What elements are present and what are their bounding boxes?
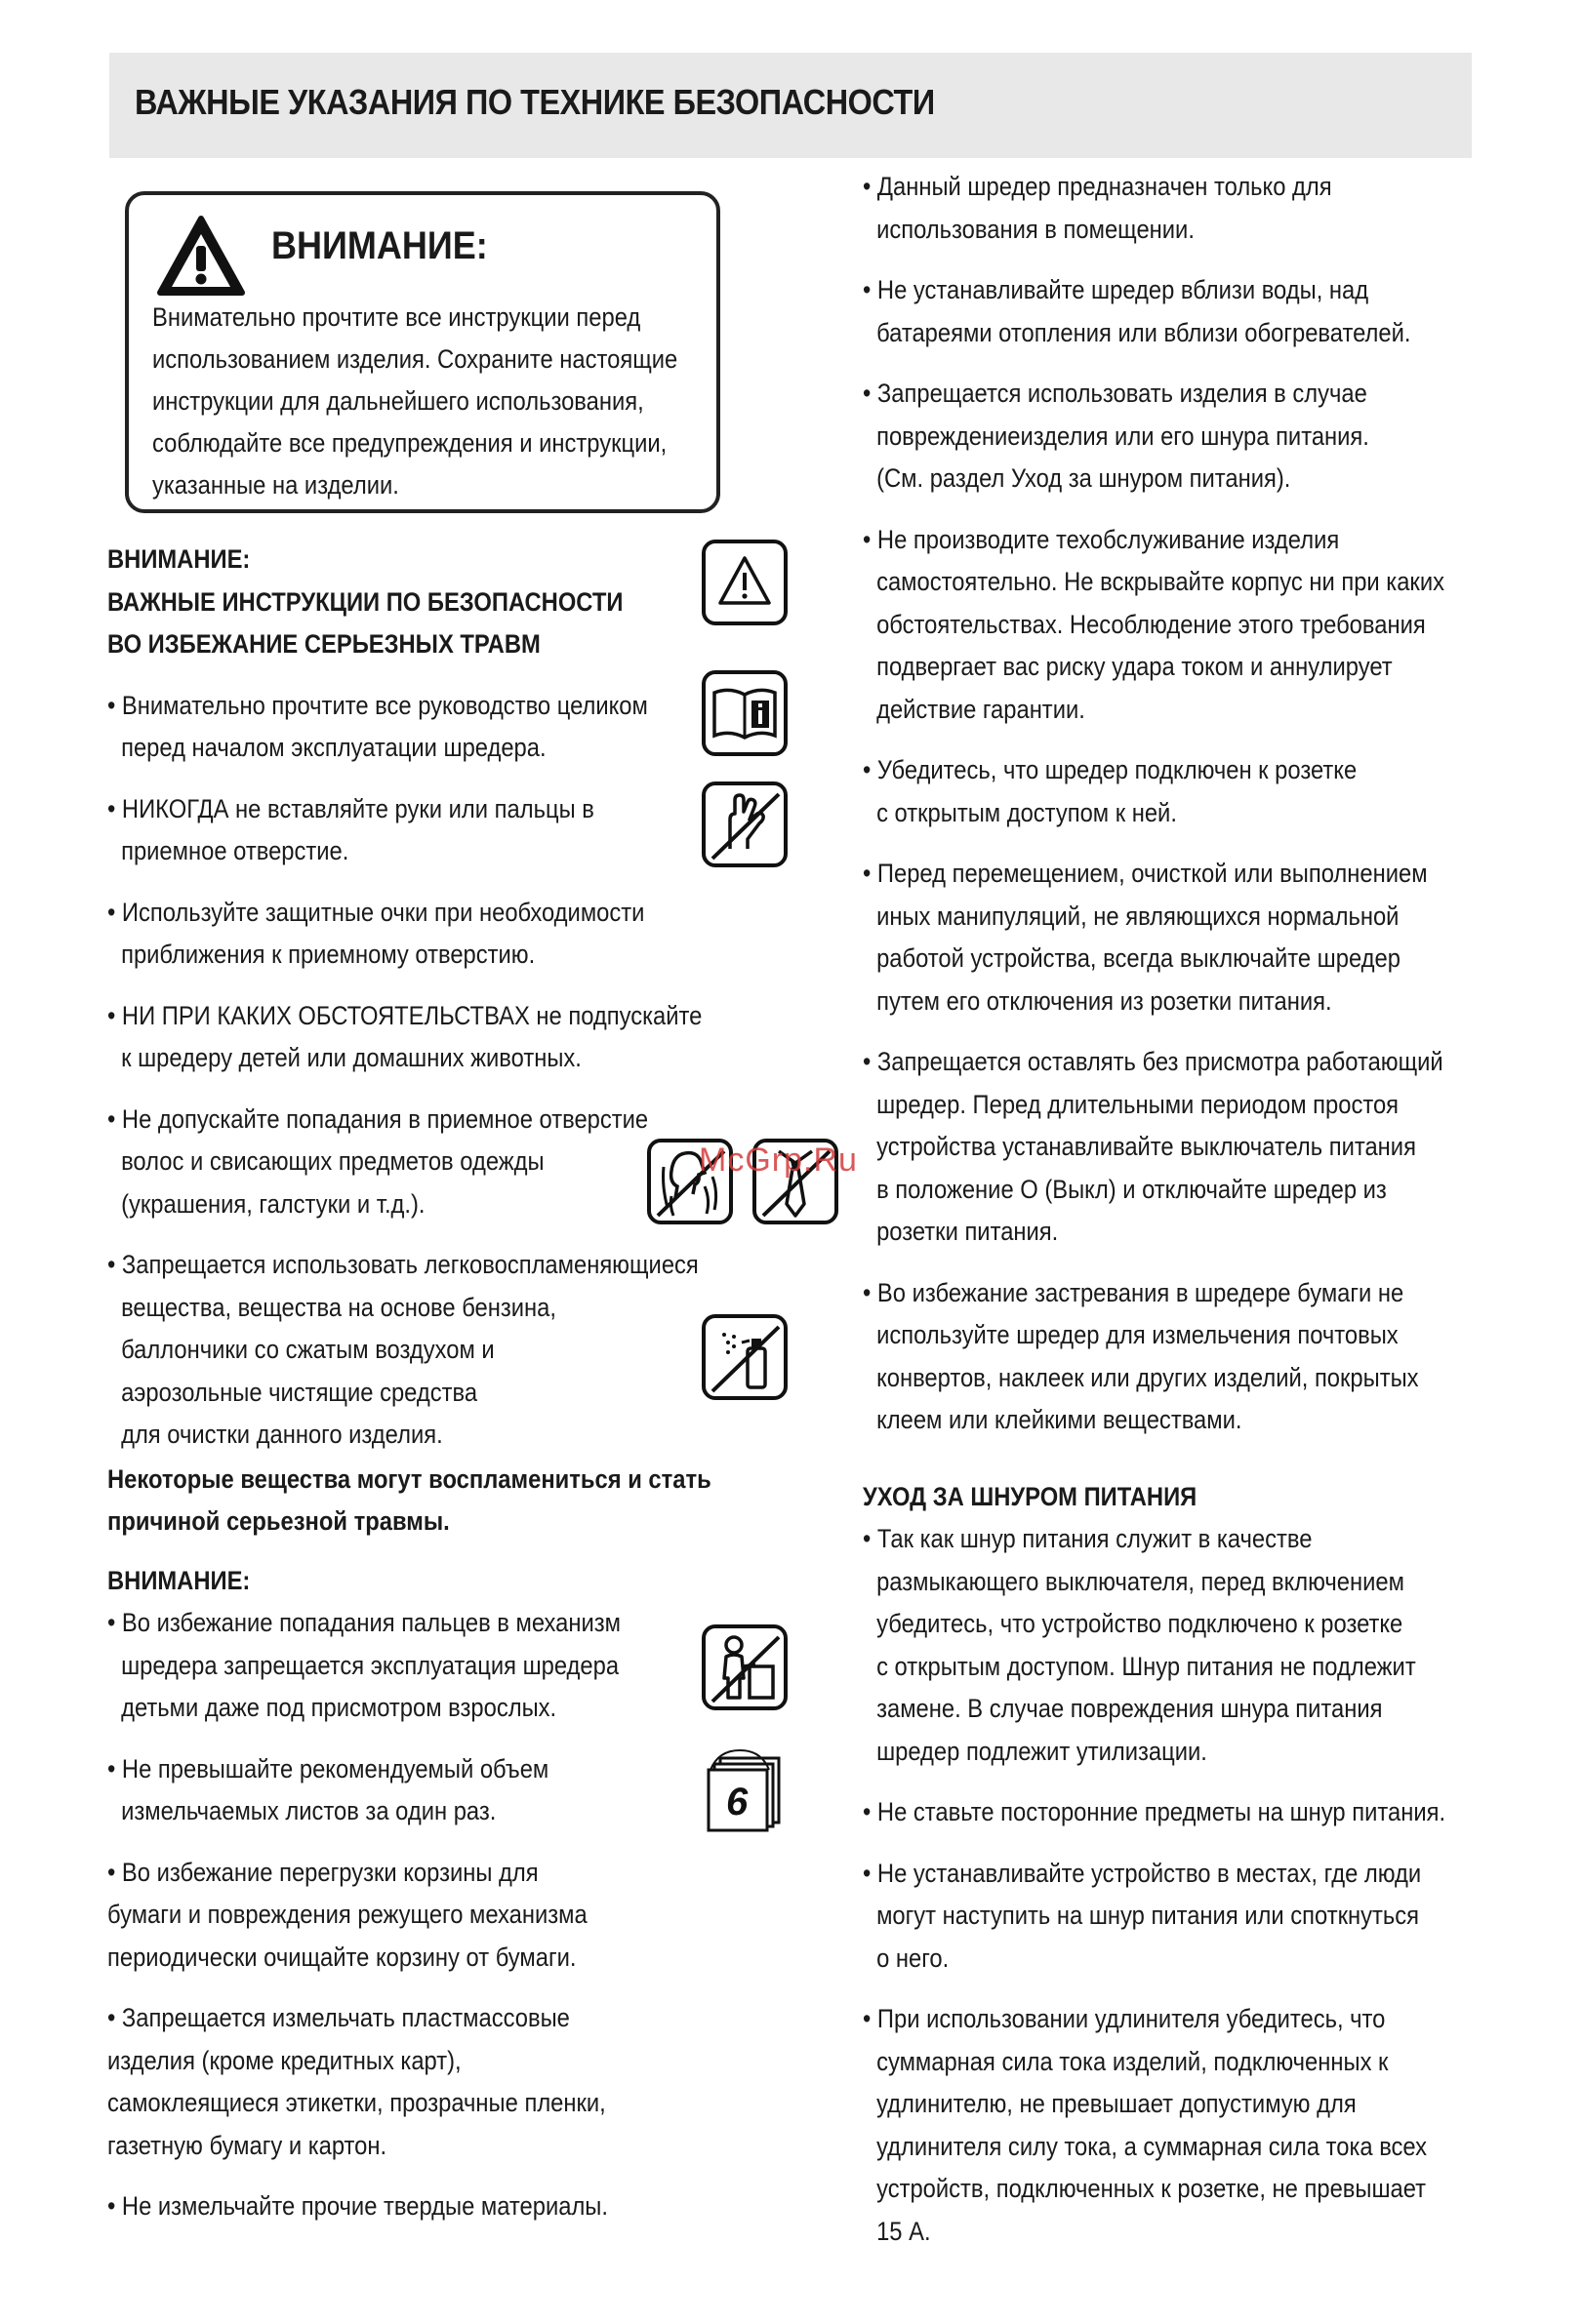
item-line: • Не ставьте посторонние предметы на шнур питания. [863,1797,1446,1826]
item-line: • Так как шнур питания служит в качестве [863,1524,1313,1553]
item-line: • Данный шредер предназначен только для [863,172,1332,201]
item-line: детьми даже под присмотром взрослых. [121,1693,557,1722]
item-line: приближения к приемному отверстию. [121,940,536,969]
list-item [863,1791,1446,1834]
warning-triangle-icon [154,213,248,299]
item-line: • НИКОГДА не вставляйте руки или пальцы в [107,793,594,823]
list-item [863,166,1421,251]
sheets-number: 6 [726,1781,749,1823]
item-line: путем его отключения из розетки питания. [876,985,1332,1016]
sheet-capacity-icon [701,1739,789,1832]
item-line: перед началом эксплуатации шредера. [121,733,547,762]
item-line: • Запрещается измельчать пластмассовые [107,2003,570,2032]
right-column [863,166,1497,2271]
warning-box-title: ВНИМАНИЕ: [271,224,488,267]
item-line: • Используйте защитные очки при необходимости [107,897,645,927]
item-line: • Не измельчайте прочие твердые материалы. [107,2191,608,2221]
list-item [863,1518,1421,1773]
item-line: шредера запрещается эксплуатация шредера [121,1650,620,1680]
list-item [107,1244,699,1457]
item-line: • Перед перемещением, очисткой или выполнением [863,859,1428,888]
warning-box-line: Внимательно прочтите все инструкции перед [152,302,641,332]
list-item [863,1041,1443,1254]
item-line: могут наступить на шнур питания или споткнуться [876,1901,1420,1930]
item-line: • Не устанавливайте шредер вблизи воды, над [863,275,1369,304]
item-line: о него. [876,1943,950,1973]
list-item [107,1602,657,1730]
item-line: • Во избежание перегрузки корзины для [107,1857,539,1887]
item-line: обстоятельствах. Несоблюдение этого требования [876,609,1426,639]
item-line: • Не устанавливайте устройство в местах, где люди [863,1858,1422,1888]
item-line: • Не превышайте рекомендуемый объем [107,1753,549,1783]
item-line: • Не производите техобслуживание изделия [863,524,1340,554]
item-line: изделия (кроме кредитных карт), [107,2045,462,2075]
list-item [863,1853,1421,1981]
warning-icon [701,539,789,626]
item-line: с открытым доступом к ней. [876,797,1177,827]
heading-line: ВО ИЗБЕЖАНИЕ СЕРЬЕЗНЫХ ТРАВМ [107,629,541,659]
item-line: повреждениеизделия или его шнура питания. [876,421,1369,451]
list-item [863,853,1428,1022]
item-line: в положение O (Выкл) и отключайте шредер из [876,1174,1387,1204]
item-line: • Убедитесь, что шредер подключен к розетке [863,755,1358,784]
heading-line: ВНИМАНИЕ: [107,544,251,574]
heading-line: ВАЖНЫЕ ИНСТРУКЦИИ ПО БЕЗОПАСНОСТИ [107,586,624,617]
list-item [863,519,1444,732]
item-line: измельчаемых листов за один раз. [121,1796,497,1825]
item-line: замене. В случае повреждения шнура питания [876,1694,1383,1723]
item-line: • Во избежание застревания в шредере бумаги не [863,1277,1404,1307]
item-line: • Запрещается использовать легковоспламеняющиеся [107,1250,699,1279]
item-line: с открытым доступом. Шнур питания не подлежит [876,1651,1416,1681]
list-item [107,1099,657,1226]
list-item [107,2185,657,2228]
item-line: шредер. Перед длительными периодом простоя [876,1089,1400,1119]
item-line: аэрозольные чистящие средства [121,1377,478,1407]
item-line: иных манипуляций, не являющихся нормальной [876,901,1400,931]
warning-box-line: соблюдайте все предупреждения и инструкции, [152,428,668,458]
warning-box-text [152,297,678,506]
item-line: баллончики со сжатым воздухом и [121,1335,495,1364]
left-column [107,539,732,2247]
item-line: устройств, подключенных к розетке, не превышает [876,2174,1427,2203]
page-title: ВАЖНЫЕ УКАЗАНИЯ ПО ТЕХНИКЕ БЕЗОПАСНОСТИ [135,82,935,122]
item-line: • Во избежание попадания пальцев в механизм [107,1608,621,1637]
item-line: (украшения, галстуки и т.д.). [121,1188,426,1219]
manual-icon [701,669,789,757]
item-line: размыкающего выключателя, перед включением [876,1566,1404,1596]
item-line: используйте шредер для измельчения почтовых [876,1320,1399,1349]
item-line: убедитесь, что устройство подключено к розетке [876,1609,1403,1638]
item-line: работой устройства, всегда выключайте шредер [876,943,1400,973]
list-item [863,1998,1428,2253]
item-line: батареями отопления или вблизи обогревателей. [876,317,1411,347]
list-item [107,788,657,873]
item-line: бумаги и повреждения режущего механизма [107,1900,588,1929]
list-item [107,1852,657,1980]
item-line: к шредеру детей или домашних животных. [121,1043,582,1072]
item-line: приемное отверстие. [121,836,349,865]
warning-box-line: использованием изделия. Сохраните настоящие [152,344,678,374]
item-line: для очистки данного изделия. [121,1420,443,1449]
item-line: (См. раздел Уход за шнуром питания). [876,463,1291,493]
section-heading-power-cord: УХОД ЗА ШНУРОМ ПИТАНИЯ [863,1481,1197,1511]
item-line: суммарная сила тока изделий, подключенных к [876,2046,1389,2076]
list-item [107,892,657,977]
list-item [863,373,1421,501]
item-line: розетки питания. [876,1217,1059,1246]
list-item [107,685,657,770]
item-line: • Запрещается использовать изделия в случае [863,379,1367,408]
item-line: использования в помещении. [876,214,1195,244]
item-line: волос и свисающих предметов одежды [121,1146,545,1176]
list-item [107,1748,657,1833]
list-item [863,269,1421,354]
no-aerosol-icon [701,1313,789,1401]
item-line: газетную бумагу и картон. [107,2130,387,2160]
item-line: • При использовании удлинителя убедитесь, что [863,2004,1386,2033]
list-item [107,995,703,1080]
watermark: McGrp.Ru [699,1142,858,1179]
note-line: Некоторые вещества могут воспламениться и стать [107,1463,711,1494]
item-line: периодически очищайте корзину от бумаги. [107,1942,577,1972]
bold-note [107,1459,711,1543]
item-line: самоклеящиеся этикетки, прозрачные пленки, [107,2088,606,2117]
item-line: вещества, вещества на основе бензина, [121,1292,557,1322]
item-line: 15 А. [876,2216,931,2246]
item-line: удлинителя силу тока, а суммарная сила тока всех [876,2131,1428,2161]
section-heading [107,539,657,666]
warning-box-line: инструкции для дальнейшего использования, [152,386,644,416]
header-bar [109,53,1472,158]
list-item [107,1997,657,2167]
item-line: удлинителю, не превышает допустимую для [876,2089,1357,2118]
warning-box [125,191,720,513]
item-line: самостоятельно. Не вскрывайте корпус ни при каких [876,567,1444,596]
item-line: действие гарантии. [876,694,1085,724]
item-line: • Не допускайте попадания в приемное отверстие [107,1103,649,1134]
list-item [863,749,1421,834]
warning-box-line: указанные на изделии. [152,470,399,500]
section-heading: ВНИМАНИЕ: [107,1565,251,1595]
list-item [863,1272,1421,1442]
no-children-icon [701,1623,789,1711]
item-line: • Запрещается оставлять без присмотра работающий [863,1047,1443,1076]
item-line: конвертов, наклеек или других изделий, покрытых [876,1362,1419,1392]
item-line: • НИ ПРИ КАКИХ ОБСТОЯТЕЛЬСТВАХ не подпускайте [107,1000,703,1030]
item-line: устройства устанавливайте выключатель питания [876,1132,1416,1161]
note-line: причиной серьезной травмы. [107,1506,450,1536]
no-hands-icon [701,781,789,868]
item-line: • Внимательно прочтите все руководство целиком [107,690,648,720]
item-line: шредер подлежит утилизации. [876,1736,1207,1766]
item-line: клеем или клейкими веществами. [876,1405,1242,1434]
item-line: подвергает вас риску удара током и аннулирует [876,652,1393,681]
